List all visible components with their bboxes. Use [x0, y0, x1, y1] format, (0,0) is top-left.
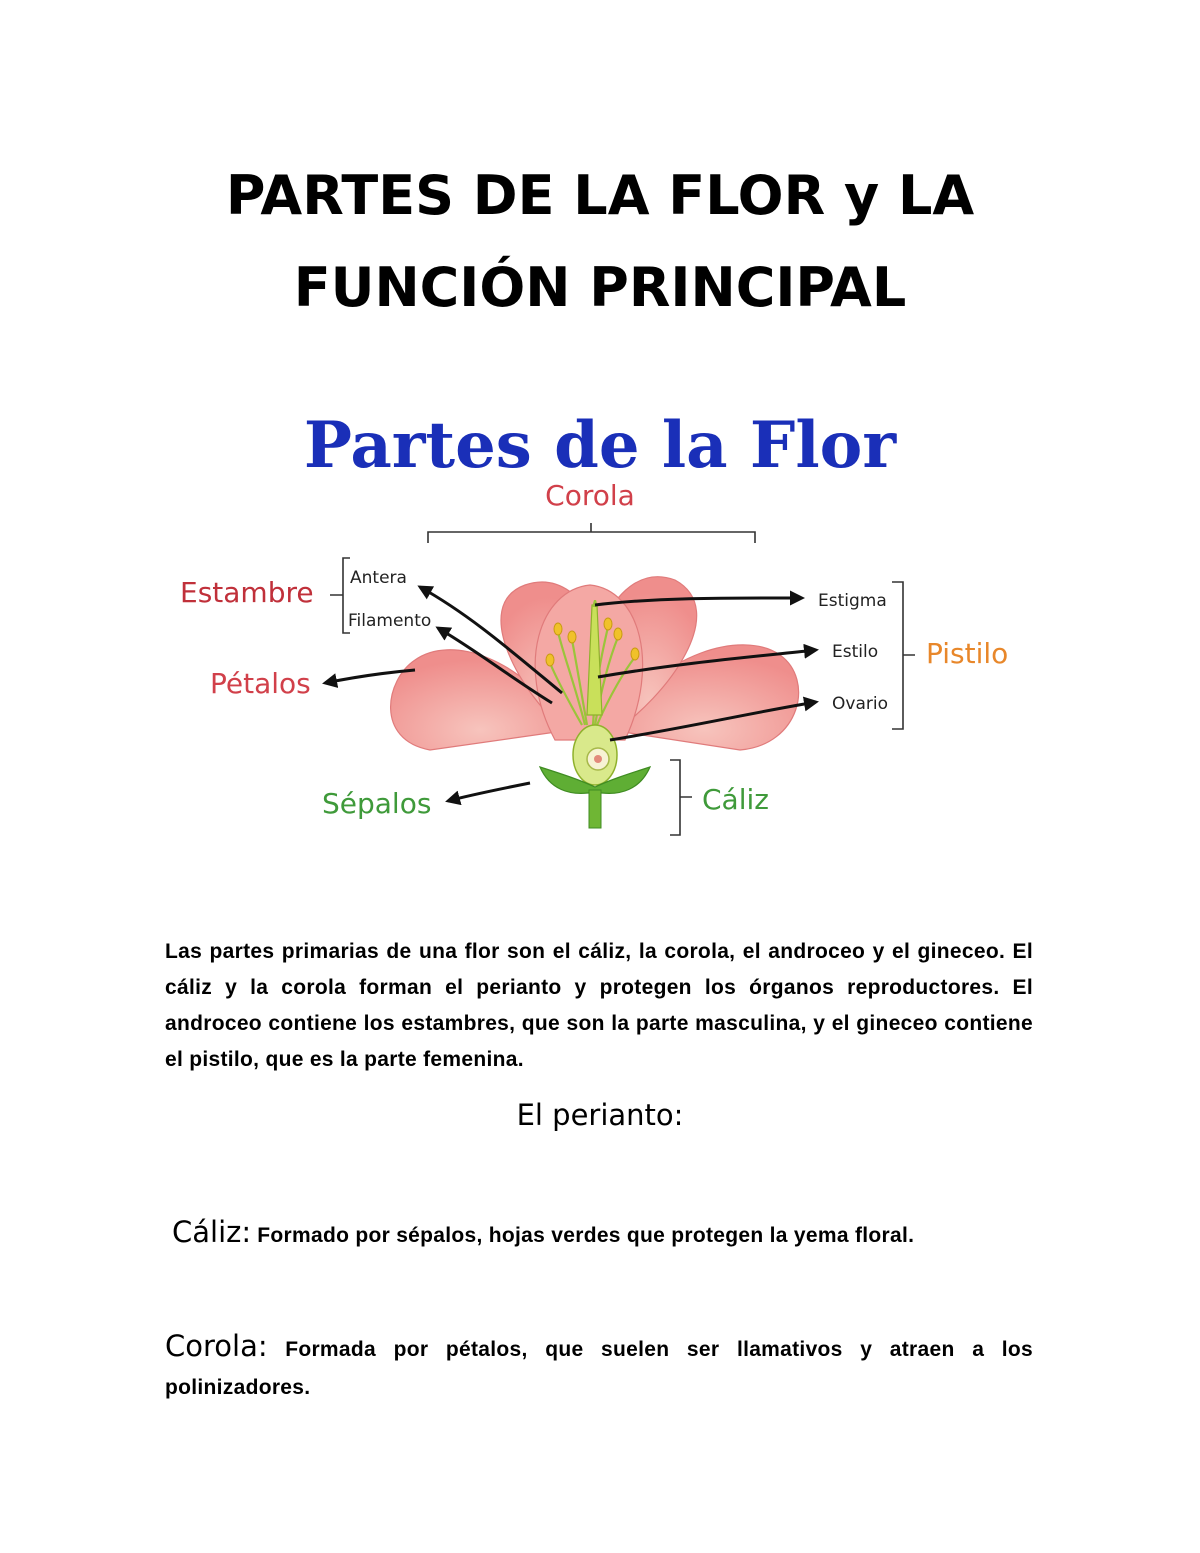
- label-ovario: Ovario: [832, 694, 888, 714]
- label-corola: Corola: [545, 479, 635, 512]
- estambre-bracket: [330, 558, 350, 633]
- label-caliz: Cáliz: [702, 783, 769, 816]
- label-estigma: Estigma: [818, 591, 887, 611]
- text-corola: Formada por pétalos, que suelen ser llamativos y atraen a los polinizadores.: [165, 1338, 1033, 1399]
- flower-diagram: [170, 395, 1030, 845]
- label-estambre: Estambre: [180, 576, 314, 609]
- page-title-line-2: FUNCIÓN PRINCIPAL: [293, 256, 907, 319]
- diagram-heading: Partes de la Flor: [303, 408, 897, 483]
- label-petalos: Pétalos: [210, 667, 311, 700]
- definition-caliz: [172, 1213, 1052, 1255]
- label-pistilo: Pistilo: [926, 637, 1009, 670]
- page-title-line-1: PARTES DE LA FLOR y LA: [225, 164, 975, 227]
- intro-paragraph: Las partes primarias de una flor son el cáliz, la corola, el androceo y el gineceo. El cáliz y la corola forman el perianto y protegen los órganos reproductores. El androceo contiene los estambres, que son la parte masculina, y el gineceo contiene el pistilo, que es la parte femenina.: [165, 940, 1033, 1071]
- label-filamento: Filamento: [348, 611, 432, 631]
- text-caliz: Formado por sépalos, hojas verdes que protegen la yema floral.: [251, 1224, 915, 1247]
- pistilo-bracket: [892, 582, 915, 729]
- label-sepalos: Sépalos: [322, 787, 432, 820]
- label-antera: Antera: [350, 568, 407, 588]
- label-estilo: Estilo: [832, 642, 879, 662]
- term-caliz: Cáliz:: [172, 1215, 252, 1249]
- flower-diagram-svg: [170, 395, 1030, 845]
- term-corola: Corola:: [165, 1329, 268, 1363]
- page-title: [0, 150, 1200, 334]
- corola-bracket: [428, 523, 755, 543]
- perianto-heading: El perianto:: [516, 1098, 684, 1132]
- caliz-bracket: [670, 760, 692, 835]
- definition-corola: [165, 1327, 1033, 1407]
